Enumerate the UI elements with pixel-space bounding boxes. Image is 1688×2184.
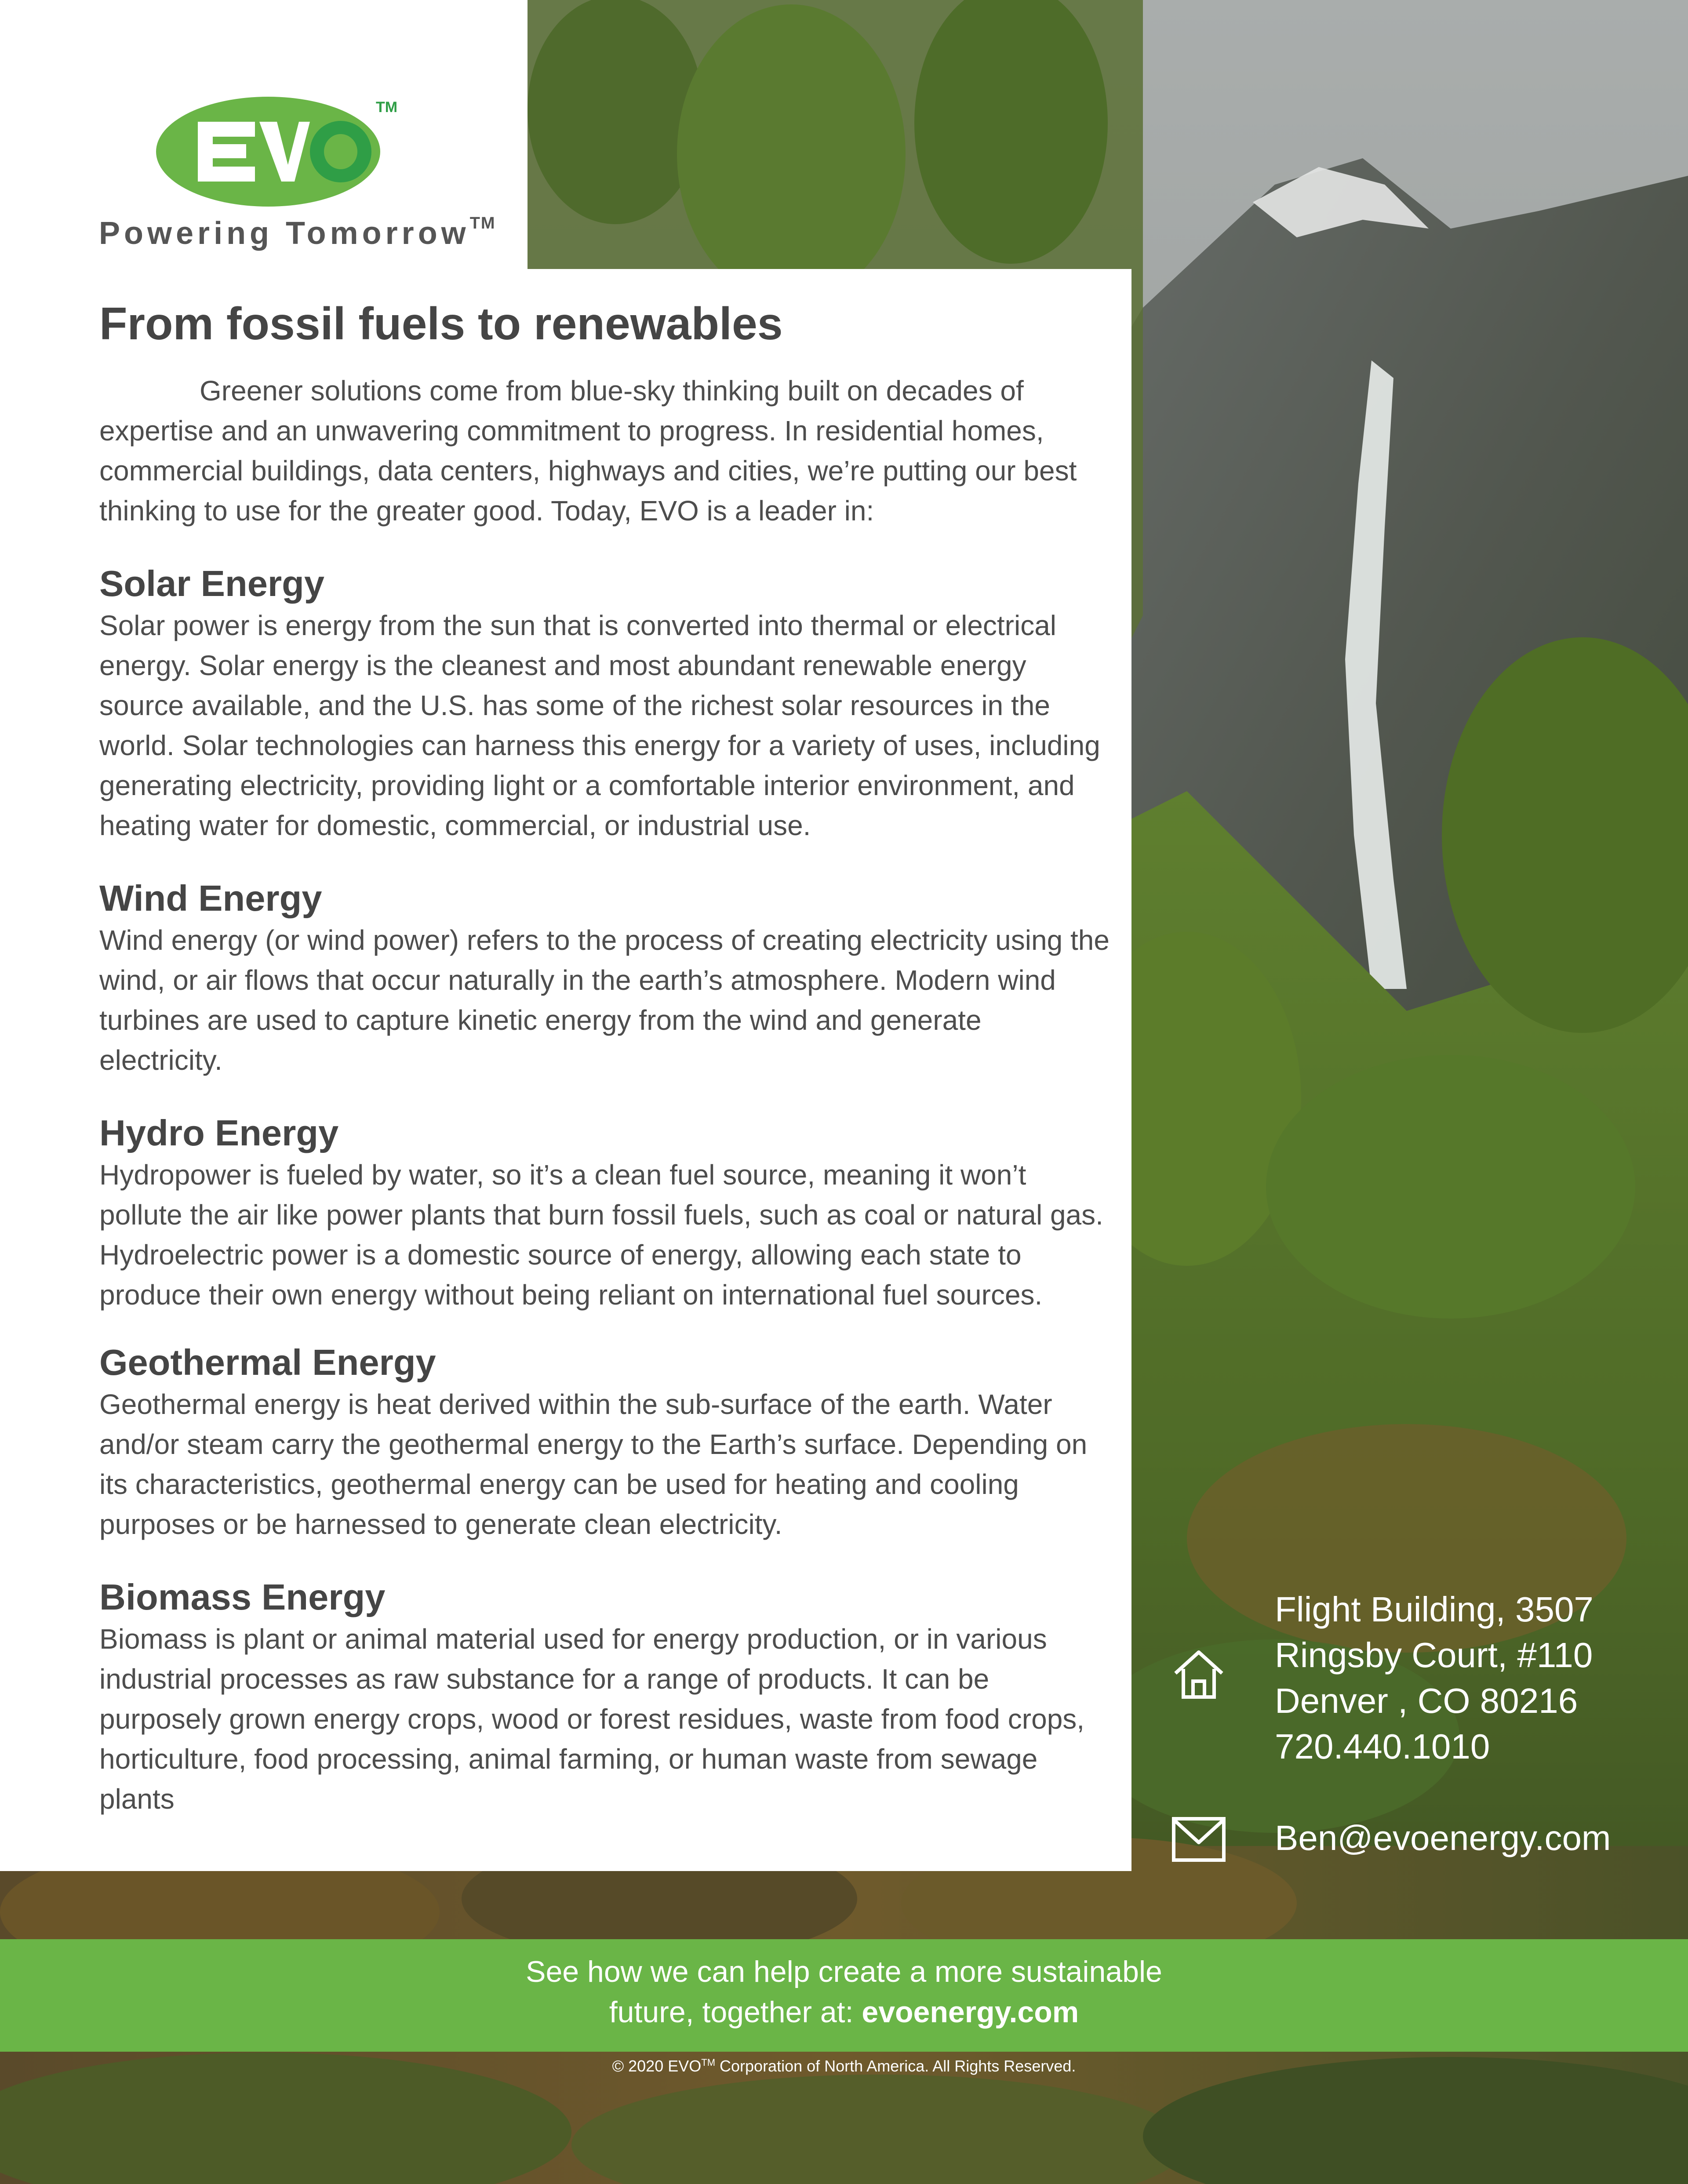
address-line: Flight Building, 3507 <box>1275 1590 1593 1629</box>
address-line: Ringsby Court, #110 <box>1275 1635 1593 1675</box>
home-icon <box>1170 1646 1227 1703</box>
section-title: Geothermal Energy <box>99 1342 436 1383</box>
mail-icon <box>1170 1815 1227 1864</box>
cta-banner <box>0 1939 1688 2052</box>
section-wind <box>99 876 1110 1080</box>
website-link[interactable]: evoenergy.com <box>862 1995 1079 2029</box>
cta-text <box>0 1951 1688 2032</box>
section-solar <box>99 562 1110 846</box>
section-title: Solar Energy <box>99 563 325 604</box>
copyright-suffix: Corporation of North America. All Rights Reserved. <box>715 2057 1076 2075</box>
cta-prefix: future, together at: <box>609 1995 862 2029</box>
evo-logo <box>156 94 402 209</box>
copyright-prefix: © 2020 EVO <box>612 2057 702 2075</box>
content-panel <box>0 269 1131 1871</box>
email-link[interactable]: Ben@evoenergy.com <box>1275 1818 1611 1857</box>
cta-line-2 <box>0 1992 1688 2032</box>
copyright-mark: TM <box>701 2057 716 2068</box>
intro-paragraph: Greener solutions come from blue-sky thinking built on decades of expertise and an unwavering commitment to progress. In residential homes, commercial buildings, data centers, highways and cities, we’re putting our best thinking to use for the greater good. Today, EVO is a leader in: <box>99 375 1077 527</box>
content-body <box>99 299 1110 1850</box>
section-body: Solar power is energy from the sun that is converted into thermal or electrical energy. Solar energy is the cleanest and most abundant renewable energy source available, and the U.S. has some of the richest solar resources in the world. Solar technologies can harness this energy for a variety of uses, including generating electricity, providing light or a comfortable interior environment, and heating water for domestic, commercial, or industrial use. <box>99 610 1100 842</box>
tagline-text: Powering Tomorrow <box>99 216 470 251</box>
section-body: Hydropower is fueled by water, so it’s a clean fuel source, meaning it won’t pollute the air like power plants that burn fossil fuels, such as coal or natural gas. Hydroelectric power is a domestic source of energy, allowing each state to produce their own energy without being reliant on international fuel sources. <box>99 1159 1103 1311</box>
section-biomass <box>99 1575 1110 1819</box>
section-title: Biomass Energy <box>99 1577 386 1618</box>
phone-number[interactable]: 720.440.1010 <box>1275 1727 1490 1766</box>
section-hydro <box>99 1111 1110 1315</box>
address-line: Denver , CO 80216 <box>1275 1681 1578 1720</box>
logo-trademark: TM <box>376 99 398 116</box>
section-title: Hydro Energy <box>99 1112 339 1154</box>
section-title: Wind Energy <box>99 878 322 919</box>
copyright <box>0 2057 1688 2075</box>
logo-panel <box>0 0 528 269</box>
section-geothermal <box>99 1341 1110 1544</box>
section-body: Geothermal energy is heat derived within the sub-surface of the earth. Water and/or steam carry the geothermal energy to the Earth’s surface. Depending on its characteristics, geothermal energy can be used for heating and cooling purposes or be harnessed to generate clean electricity. <box>99 1388 1088 1541</box>
page-title: From fossil fuels to renewables <box>99 298 783 349</box>
contact-address <box>1275 1587 1670 1770</box>
tagline-mark: TM <box>469 214 496 233</box>
cta-line-1: See how we can help create a more sustainable <box>526 1955 1162 1988</box>
tagline <box>99 215 496 251</box>
section-body: Biomass is plant or animal material used for energy production, or in various industrial processes as raw substance for a range of products. It can be purposely grown energy crops, wood or forest residues, waste from food crops, horticulture, food processing, animal farming, or human waste from sewage plants <box>99 1623 1085 1815</box>
section-body: Wind energy (or wind power) refers to the process of creating electricity using the wind, or air flows that occur naturally in the earth’s atmosphere. Modern wind turbines are used to capture kinetic energy from the wind and generate electricity. <box>99 924 1110 1076</box>
